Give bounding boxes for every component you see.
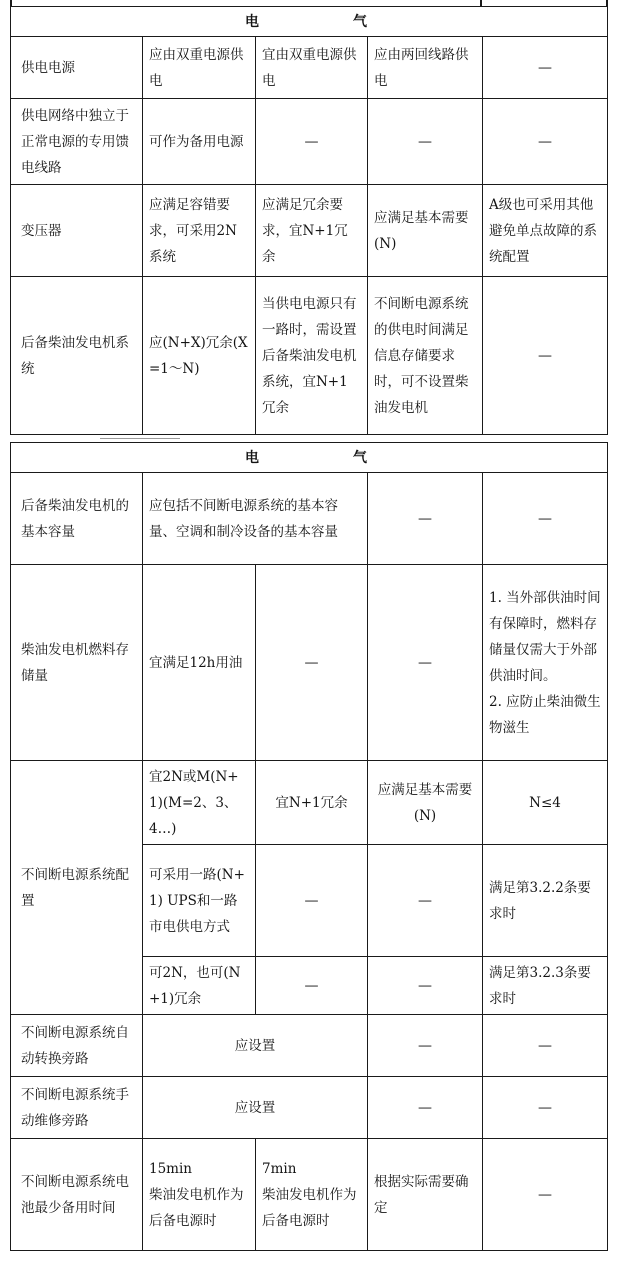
cell-class-b: 应满足冗余要求，宜N+1冗余 — [256, 185, 368, 277]
row-label: 供电电源 — [11, 37, 143, 99]
section-title: 电 气 — [11, 7, 608, 37]
cell-class-c: 应满足基本需要(N) — [368, 761, 483, 845]
remark-note-2: 2. 应防止柴油微生物滋生 — [489, 693, 601, 736]
cell-class-a: 应满足容错要求，可采用2N系统 — [143, 185, 256, 277]
cell-remark: N≤4 — [483, 761, 608, 845]
cell-remark: A级也可采用其他避免单点故障的系统配置 — [483, 185, 608, 277]
backup-time-b: 7min — [262, 1160, 297, 1177]
cell-remark — [483, 565, 608, 761]
cell-class-b: — — [256, 565, 368, 761]
table-row — [11, 1077, 608, 1139]
cell-class-c: — — [368, 473, 483, 565]
cell-class-c: — — [368, 99, 483, 185]
section-header-row — [11, 443, 608, 473]
cell-class-a: 应(N+X)冗余(X=1～N) — [143, 277, 256, 435]
table-row — [11, 185, 608, 277]
cell-class-b — [256, 1139, 368, 1251]
cell-remark: — — [483, 1139, 608, 1251]
row-label: 不间断电源系统电池最少备用时间 — [11, 1139, 143, 1251]
electrical-table-part1 — [10, 6, 608, 435]
cell-remark: — — [483, 277, 608, 435]
row-label: 后备柴油发电机系统 — [11, 277, 143, 435]
cell-class-c: 应满足基本需要(N) — [368, 185, 483, 277]
table-row — [11, 99, 608, 185]
table-row — [11, 37, 608, 99]
cell-class-a: 宜满足12h用油 — [143, 565, 256, 761]
section-header-row — [11, 7, 608, 37]
cell-class-c: 不间断电源系统的供电时间满足信息存储要求时，可不设置柴油发电机 — [368, 277, 483, 435]
table-row — [11, 1139, 608, 1251]
cell-class-ab: 应设置 — [143, 1015, 368, 1077]
remark-note-1: 1. 当外部供油时间有保障时，燃料存储量仅需大于外部供油时间。 — [489, 589, 601, 684]
table-row — [11, 277, 608, 435]
backup-condition-b: 柴油发电机作为后备电源时 — [262, 1186, 357, 1229]
cell-class-ab: 应包括不间断电源系统的基本容量、空调和制冷设备的基本容量 — [143, 473, 368, 565]
electrical-table-part2 — [10, 442, 608, 1251]
backup-condition-a: 柴油发电机作为后备电源时 — [149, 1186, 244, 1229]
cell-class-c: 应由两回线路供电 — [368, 37, 483, 99]
cell-class-a: 可2N，也可(N+1)冗余 — [143, 957, 256, 1015]
row-label: 不间断电源系统自动转换旁路 — [11, 1015, 143, 1077]
cell-class-b: — — [256, 99, 368, 185]
cell-class-a: 可采用一路(N+1) UPS和一路市电供电方式 — [143, 845, 256, 957]
cell-class-b: 当供电电源只有一路时，需设置后备柴油发电机系统，宜N+1冗余 — [256, 277, 368, 435]
cell-remark: — — [483, 99, 608, 185]
cell-class-b: — — [256, 957, 368, 1015]
cell-remark: — — [483, 37, 608, 99]
row-label: 后备柴油发电机的基本容量 — [11, 473, 143, 565]
cell-class-c: 根据实际需要确定 — [368, 1139, 483, 1251]
cell-class-c: — — [368, 1077, 483, 1139]
cell-class-a — [143, 1139, 256, 1251]
cell-class-ab: 应设置 — [143, 1077, 368, 1139]
cell-class-b: 宜由双重电源供电 — [256, 37, 368, 99]
row-label: 不间断电源系统配置 — [11, 761, 143, 1015]
section-title: 电 气 — [11, 443, 608, 473]
cell-remark: 满足第3.2.2条要求时 — [483, 845, 608, 957]
cell-class-c: — — [368, 845, 483, 957]
row-label: 柴油发电机燃料存储量 — [11, 565, 143, 761]
cell-remark: — — [483, 473, 608, 565]
scan-artifact — [100, 438, 180, 439]
cell-class-b: 宜N+1冗余 — [256, 761, 368, 845]
table-row — [11, 1015, 608, 1077]
table-row — [11, 761, 608, 845]
cell-class-c: — — [368, 957, 483, 1015]
cell-remark: — — [483, 1015, 608, 1077]
row-label: 不间断电源系统手动维修旁路 — [11, 1077, 143, 1139]
cell-class-c: — — [368, 1015, 483, 1077]
cell-class-c: — — [368, 565, 483, 761]
backup-time-a: 15min — [149, 1160, 192, 1177]
row-label: 供电网络中独立于正常电源的专用馈电线路 — [11, 99, 143, 185]
table-row — [11, 565, 608, 761]
row-label: 变压器 — [11, 185, 143, 277]
cell-class-a: 应由双重电源供电 — [143, 37, 256, 99]
table-row — [11, 473, 608, 565]
cell-class-a: 宜2N或M(N+1)(M=2、3、4…) — [143, 761, 256, 845]
cell-class-b: — — [256, 845, 368, 957]
cell-class-a: 可作为备用电源 — [143, 99, 256, 185]
cell-remark: 满足第3.2.3条要求时 — [483, 957, 608, 1015]
cell-remark: — — [483, 1077, 608, 1139]
